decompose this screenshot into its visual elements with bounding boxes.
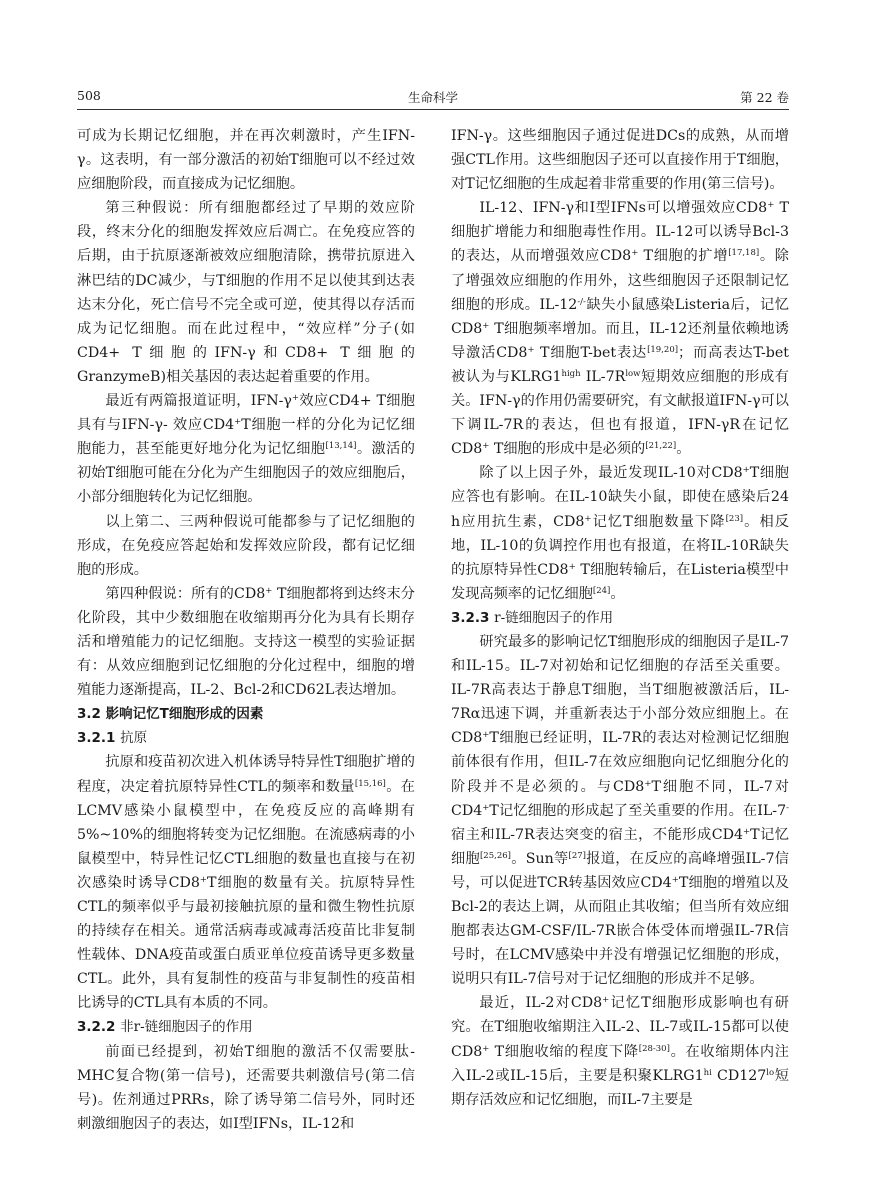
text-run: T细胞T-bet表达 — [534, 344, 648, 361]
text-run: T细胞扩增能力和细胞毒性作用。IL-12可以诱导Bcl-3的表达，从而增强效应CD8 — [451, 200, 790, 265]
volume-label: 第 22 卷 — [740, 90, 789, 105]
text-run: 缺失小鼠感染Listeria后，记忆CD8 — [451, 296, 789, 337]
text-run: 报道，在反应的高峰增强IL-7信号，可以促进TCR转基因效应CD4 — [451, 850, 789, 891]
superscript: + — [767, 200, 775, 211]
text-run: T细胞都将到达终末分化阶段，其中少数细胞在收缩期再分化为具有长期存活和增殖能力的记忆细胞。支持这一模型的实验证据有：从效应细胞到记忆细胞的分化过程中，细胞的增殖能力逐渐提高，IL-2、Bcl-2和CD62L表达增加。 — [77, 585, 415, 699]
journal-title: 生命科学 — [407, 90, 458, 105]
superscript: hi — [703, 1067, 712, 1078]
text-run: T细胞的扩增 — [638, 248, 729, 265]
superscript: [25,26] — [479, 850, 511, 861]
superscript: lo — [766, 1067, 775, 1078]
body-paragraph — [451, 461, 789, 606]
superscript: + — [631, 248, 639, 259]
superscript: + — [644, 778, 652, 789]
text-run: 。激活的初始T细胞可能在分化为产生细胞因子的效应细胞后，小部分细胞转化为记忆细胞。 — [77, 441, 415, 506]
text-run: T细胞转输后，在Listeria模型中发现高频率的记忆细胞 — [451, 561, 789, 602]
superscript: + — [482, 320, 490, 331]
body-paragraph — [451, 196, 789, 461]
superscript: [21,22] — [645, 441, 677, 452]
superscript: [27] — [568, 850, 586, 861]
header-rule — [77, 109, 789, 110]
text-run: T记忆细胞 — [451, 826, 789, 867]
superscript: + — [234, 417, 242, 428]
superscript: + — [265, 585, 273, 596]
superscript: + — [602, 995, 610, 1006]
body-paragraph: 第三种假说：所有细胞都经过了早期的效应阶段，终末分化的细胞发挥效应后凋亡。在免疫应答的后期，由于抗原逐渐被效应细胞清除，携带抗原进入淋巴结的DC减少，与T细胞的作用不足以使其到达表达末分化，死亡信号不完全或可逆，使其得以存活而成为记忆细胞。而在此过程中，“效应样”分子(如CD4+ T细胞的IFN-γ和CD8+ T细胞的GranzymeB)相关基因的表达起着重要的作用。 — [77, 200, 415, 385]
body-paragraph: IFN-γ。这些细胞因子通过促进DCs的成熟，从而增强CTL作用。这些细胞因子还可以直接作用于T细胞，对T记忆细胞的生成起着非常重要的作用(第三信号)。 — [451, 128, 789, 193]
text-run: 最近有两篇报道证明，IFN-γ — [105, 393, 292, 410]
text-run: 。 — [610, 585, 625, 602]
subsection-title: 非r-链细胞因子的作用 — [120, 1019, 253, 1036]
text-run: ；而高表达T-bet被认为与KLRG1 — [451, 344, 789, 385]
text-run: T细胞频率增加。而且，IL-12还剂量依赖地诱导激活CD8 — [451, 320, 789, 361]
text-run: T细胞应答也有影响。在IL-10缺失小鼠，即使在感染后24 h应用抗生素，CD8 — [451, 465, 789, 530]
superscript: - — [786, 802, 789, 813]
text-run: 。Sun等 — [510, 850, 569, 867]
text-run: 研究最多的影响记忆T细胞形成的细胞因子是IL-7和IL-15。IL-7对初始和记忆细胞的存活至关重要。IL-7R高表达于静息T细胞，当T细胞被激活后，IL-7Rα迅速下调，并重新表达于小部分效应细胞上。在CD8 — [451, 633, 789, 747]
text-run: 记忆T细胞形成影响也有研究。在T细胞收缩期注入IL-2、IL-7或IL-15都可以使CD8 — [451, 995, 789, 1060]
body-paragraph — [77, 582, 415, 702]
text-run: 短期存活效应和记忆细胞，而IL-7主要是 — [451, 1067, 789, 1108]
right-column — [451, 124, 789, 1112]
subsection-heading — [451, 606, 789, 630]
body-paragraph — [451, 630, 789, 991]
text-run: 效应CD4+ T细胞具有与IFN-γ- 效应CD4 — [77, 393, 415, 434]
text-run: T细胞不同，IL-7对CD4 — [451, 778, 789, 819]
text-run: CD127 — [711, 1067, 767, 1084]
text-run: T记忆细胞的形成起了至关重要的作用。在IL-7 — [489, 802, 787, 819]
superscript: + — [482, 730, 490, 741]
superscript: + — [527, 344, 535, 355]
superscript: [28-30] — [638, 1043, 670, 1054]
superscript: + — [482, 802, 490, 813]
superscript: [19,20] — [647, 344, 679, 355]
text-run: 除了以上因子外，最近发现IL-10对CD8 — [479, 465, 743, 482]
superscript: + — [199, 874, 208, 885]
text-run: T细胞已经证明，IL-7R的表达对检测记忆细胞前体很有作用，但IL-7在效应细胞向记忆细胞分化的阶段并不是必须的。与CD8 — [451, 730, 789, 795]
text-run: 宿主和IL-7R表达突变的宿主，不能形成CD4 — [451, 826, 743, 843]
body-paragraph — [451, 991, 789, 1111]
text-run: T细胞的数量有关。抗原特异性CTL的频率似乎与最初接触抗原的量和微生物性抗原的持续存在相关。通常活病毒或减毒活疫苗比非复制性载体、DNA疫苗或蛋白质亚单位疫苗诱导更多数量CTL。此外，具有复制性的疫苗与非复制性的疫苗相比诱导的CTL具有本质的不同。 — [77, 874, 415, 1012]
text-run: 。在LCMV感染小鼠模型中，在免疫反应的高峰期有5%~10%的细胞将转变为记忆细胞。在流感病毒的小鼠模型中，特异性记忆CTL细胞的数量也直接与在初次感染时诱导CD8 — [77, 778, 415, 891]
superscript: -/- — [577, 296, 586, 307]
left-column — [77, 124, 415, 1136]
subsection-number: 3.2.1 — [77, 730, 116, 747]
text-run: T细胞一样的分化为记忆细胞能力，甚至能更好地分化为记忆细胞 — [77, 417, 415, 458]
superscript: + — [291, 393, 300, 404]
page-number: 508 — [77, 88, 101, 103]
subsection-number: 3.2.2 — [77, 1019, 116, 1036]
text-run: T细胞的形成中是必须的 — [489, 441, 646, 458]
body-paragraph: 前面已经提到，初始T细胞的激活不仅需要肽-MHC复合物(第一信号)，还需要共刺激信号(第二信号)。佐剂通过PRRs，除了诱导第二信号外，同时还刺激细胞因子的表达，如Ⅰ型IFNs，IL-12和 — [77, 1043, 415, 1132]
body-paragraph: 以上第二、三两种假说可能都参与了记忆细胞的形成，在免疫应答起始和发挥效应阶段，都有记忆细胞的形成。 — [77, 513, 415, 578]
superscript: + — [742, 465, 750, 476]
text-run: IL-7R — [580, 368, 626, 385]
subsection-heading — [77, 1015, 415, 1039]
subsection-title: r-链细胞因子的作用 — [494, 609, 614, 626]
superscript: + — [584, 513, 592, 524]
superscript: [15,16] — [354, 778, 386, 789]
text-run: 。 — [676, 441, 691, 458]
superscript: [13,14] — [325, 441, 357, 452]
subsection-title: 抗原 — [120, 730, 148, 747]
text-run: 短期效应细胞的形成有关。IFN-γ的作用仍需要研究，有文献报道IFN-γ可以下调IL-7R的表达，但也有报道，IFN-γR在记忆CD8 — [451, 368, 789, 458]
text-run: T细胞的增殖以及Bcl-2的表达上调，从而阻止其收缩；但当所有效应细胞都表达GM-CSF/IL-7R嵌合体受体而增强IL-7R信号时，在LCMV感染中并没有增强记忆细胞的形成，说明只有IL-7信号对于记忆细胞的形成并不足够。 — [451, 874, 789, 988]
superscript: low — [625, 368, 641, 379]
superscript: + — [671, 874, 679, 885]
superscript: [17,18] — [728, 248, 760, 259]
body-paragraph — [77, 750, 415, 1015]
subsection-number: 3.2.3 — [451, 609, 490, 626]
text-run: 。在收缩期体内注入IL-2或IL-15后，主要是积聚KLRG1 — [451, 1043, 789, 1084]
text-run: T细胞收缩的程度下降 — [489, 1043, 639, 1060]
superscript: + — [742, 826, 751, 837]
subsection-heading — [77, 726, 415, 750]
text-run: 。相反地，IL-10的负调控作用也有报道，在将IL-10R缺失的抗原特异性CD8 — [451, 513, 789, 578]
text-run: IL-12、IFN-γ和Ⅰ型IFNs可以增强效应CD8 — [479, 200, 768, 217]
text-run: 抗原和疫苗初次进入机体诱导特异性T细胞扩增的程度，决定着抗原特异性CTL的频率和数量 — [77, 754, 415, 795]
superscript: [23] — [725, 513, 744, 524]
superscript: + — [482, 1043, 490, 1054]
text-run: 第四种假说：所有的CD8 — [105, 585, 266, 602]
section-heading: 3.2 影响记忆T细胞形成的因素 — [77, 706, 264, 723]
superscript: + — [482, 441, 490, 452]
text-run: 。除了增强效应细胞的作用外，这些细胞因子还限制记忆细胞的形成。IL-12 — [451, 248, 789, 313]
text-run: 记忆T细胞数量下降 — [591, 513, 726, 530]
body-paragraph: 可成为长期记忆细胞，并在再次刺激时，产生IFN-γ。这表明，有一部分激活的初始T细胞可以不经过效应细胞阶段，而直接成为记忆细胞。 — [77, 128, 415, 193]
superscript: [24] — [592, 585, 611, 596]
superscript: + — [568, 561, 576, 572]
superscript: high — [561, 368, 581, 379]
running-header — [77, 88, 789, 108]
text-run: 最近，IL-2对CD8 — [479, 995, 603, 1012]
body-paragraph — [77, 389, 415, 509]
